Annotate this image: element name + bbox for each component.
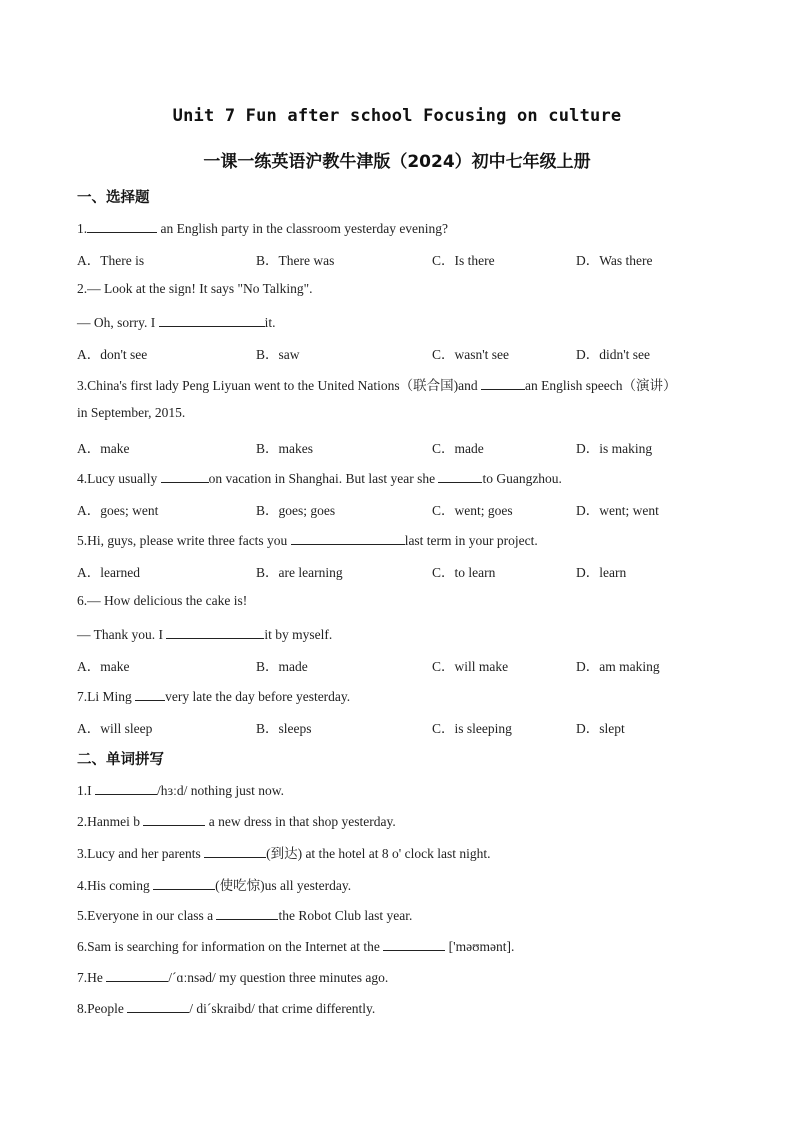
question-6: 6.— How delicious the cake is! — [77, 593, 248, 608]
option-b: B．sleeps — [256, 721, 312, 736]
question-1: 1. an English party in the classroom yesterday evening? — [77, 218, 448, 237]
spelling-item-4: 4.His coming (使吃惊)us all yesterday. — [77, 874, 351, 894]
spelling-item-6: 6.Sam is searching for information on the Internet at the ['məʊmənt]. — [77, 936, 514, 955]
option-a: A．goes; went — [77, 503, 159, 518]
answer-blank[interactable] — [95, 780, 157, 795]
answer-blank[interactable] — [127, 998, 189, 1013]
option-a: A．learned — [77, 565, 140, 580]
question-2-line-2: — Oh, sorry. I it. — [77, 312, 276, 331]
option-b: B．made — [256, 659, 308, 674]
option-d: D．didn't see — [576, 347, 651, 362]
option-b: B．There was — [256, 253, 335, 268]
spelling-item-7: 7.He /ˊɑːnsəd/ my question three minutes ago. — [77, 967, 388, 986]
option-c: C．to learn — [432, 565, 496, 580]
option-a: A．will sleep — [77, 721, 153, 736]
answer-blank[interactable] — [481, 375, 525, 390]
option-c: C．will make — [432, 659, 509, 674]
question-3-line-2: in September, 2015. — [77, 405, 186, 420]
question-3: 3.China's first lady Peng Liyuan went to the United Nations（联合国)and an English speech（演讲） — [77, 374, 676, 394]
answer-blank[interactable] — [438, 468, 482, 483]
answer-blank[interactable] — [161, 468, 209, 483]
answer-blank[interactable] — [153, 875, 215, 890]
answer-blank[interactable] — [159, 312, 265, 327]
spelling-item-8: 8.People / diˊskraibd/ that crime differently. — [77, 998, 375, 1017]
section-multiple-choice: 一、选择题 — [77, 190, 150, 206]
title-chinese: 一课一练英语沪教牛津版（2024）初中七年级上册 — [203, 152, 591, 172]
option-d: D．am making — [576, 659, 660, 674]
question-7: 7.Li Ming very late the day before yesterday. — [77, 686, 350, 705]
spelling-item-2: 2.Hanmei b a new dress in that shop yesterday. — [77, 811, 396, 830]
option-c: C．went; goes — [432, 503, 513, 518]
option-c: C．is sleeping — [432, 721, 512, 736]
option-b: B．makes — [256, 441, 313, 456]
spelling-item-3: 3.Lucy and her parents (到达) at the hotel at 8 o' clock last night. — [77, 842, 490, 862]
answer-blank[interactable] — [216, 905, 278, 920]
spelling-item-1: 1.I /hɜːd/ nothing just now. — [77, 780, 284, 799]
option-b: B．are learning — [256, 565, 343, 580]
question-4: 4.Lucy usually on vacation in Shanghai. But last year she to Guangzhou. — [77, 468, 562, 487]
answer-blank[interactable] — [383, 936, 445, 951]
title-english: Unit 7 Fun after school Focusing on culture — [172, 106, 622, 126]
option-c: C．Is there — [432, 253, 495, 268]
option-a: A．make — [77, 441, 130, 456]
answer-blank[interactable] — [106, 967, 168, 982]
option-d: D．Was there — [576, 253, 653, 268]
answer-blank[interactable] — [204, 843, 266, 858]
option-d: D．went; went — [576, 503, 659, 518]
section-spelling: 二、单词拼写 — [77, 752, 164, 768]
option-a: A．don't see — [77, 347, 148, 362]
question-5: 5.Hi, guys, please write three facts you last term in your project. — [77, 530, 538, 549]
option-d: D．slept — [576, 721, 625, 736]
option-a: A．make — [77, 659, 130, 674]
option-d: D．learn — [576, 565, 627, 580]
answer-blank[interactable] — [87, 218, 157, 233]
question-6-line-2: — Thank you. I it by myself. — [77, 624, 332, 643]
option-c: C．wasn't see — [432, 347, 510, 362]
answer-blank[interactable] — [143, 811, 205, 826]
option-c: C．made — [432, 441, 484, 456]
question-2: 2.— Look at the sign! It says "No Talking". — [77, 281, 313, 296]
option-b: B．saw — [256, 347, 300, 362]
answer-blank[interactable] — [291, 530, 405, 545]
spelling-item-5: 5.Everyone in our class a the Robot Club last year. — [77, 905, 412, 924]
answer-blank[interactable] — [166, 624, 264, 639]
option-a: A．There is — [77, 253, 145, 268]
option-d: D．is making — [576, 441, 653, 456]
option-b: B．goes; goes — [256, 503, 336, 518]
answer-blank[interactable] — [135, 686, 165, 701]
